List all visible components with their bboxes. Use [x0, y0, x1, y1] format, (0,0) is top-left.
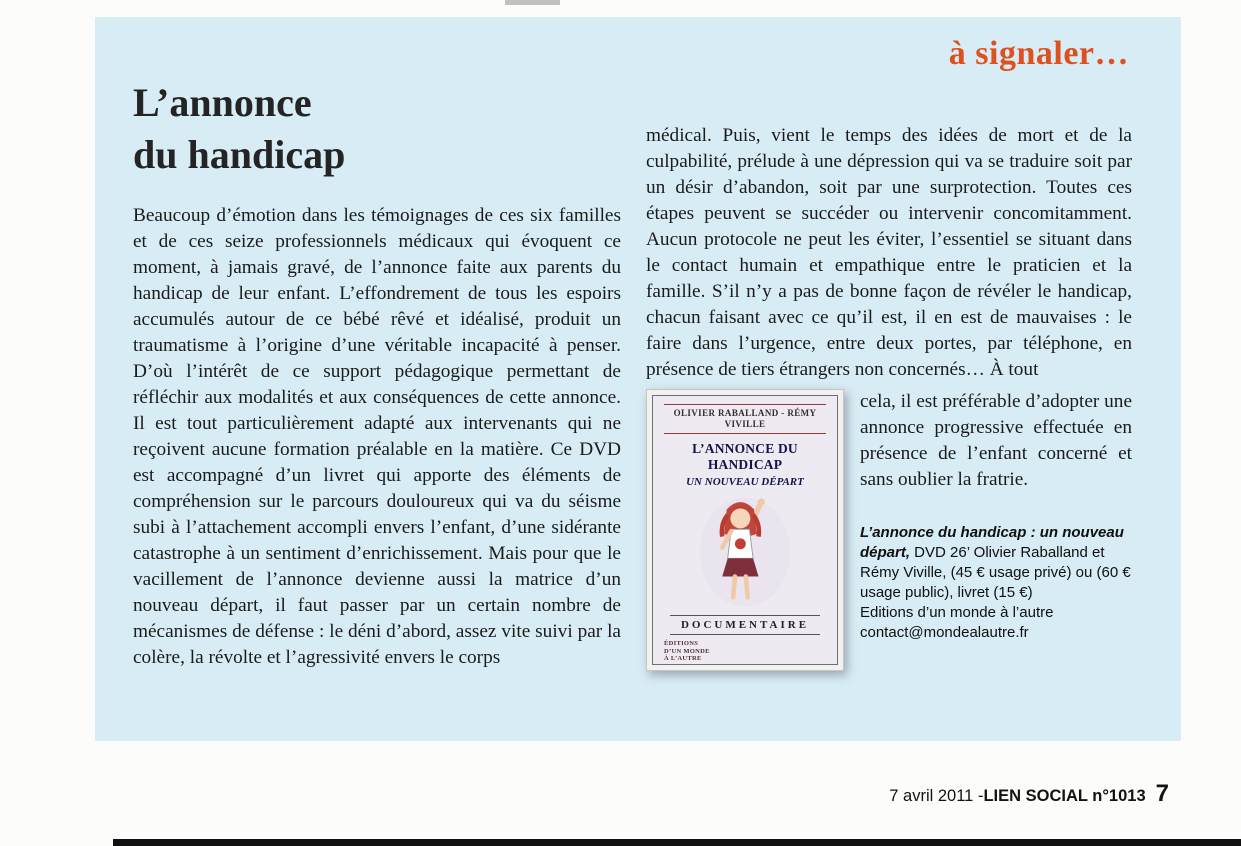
media-row	[646, 389, 1132, 671]
caption-body: DVD 26’ Olivier Raballand et Rémy Viville, (45 € usage privé) ou (60 € usage public), livret (15 €)	[860, 544, 1131, 601]
page-footer	[889, 780, 1169, 808]
scan-artifact-bottom	[113, 839, 1241, 846]
dvd-cover-inner	[652, 395, 838, 665]
caption-contact-email: contact@mondealautre.fr	[860, 624, 1029, 641]
girl-illustration	[695, 493, 795, 611]
dvd-cover	[646, 389, 844, 671]
dvd-genre: DOCUMENTAIRE	[680, 619, 810, 631]
dvd-title: L’ANNONCE DU HANDICAP	[692, 441, 798, 472]
caption-paragraph	[860, 523, 1132, 603]
left-column	[133, 203, 621, 671]
dvd-authors: OLIVIER RABALLAND - RÉMY VIVILLE	[673, 408, 817, 429]
dvd-caption	[860, 523, 1132, 643]
article-title-line2: du handicap	[133, 132, 346, 177]
article-panel	[95, 17, 1181, 741]
footer-issue: LIEN SOCIAL n°1013	[983, 787, 1146, 805]
caption-publisher: Editions d’un monde à l’autre	[860, 604, 1054, 621]
divider	[664, 433, 826, 434]
dvd-publisher-line1: ÉDITIONS	[664, 640, 699, 647]
divider	[670, 634, 820, 635]
dvd-cover-illustration	[660, 493, 830, 611]
right-column	[646, 123, 1132, 671]
footer-page-number: 7	[1155, 780, 1169, 807]
article-title-line1: L’annonce	[133, 80, 312, 125]
scan-artifact-top	[505, 0, 560, 5]
article-title	[133, 77, 345, 181]
dvd-publisher-logo	[660, 640, 830, 663]
dvd-subtitle: UN NOUVEAU DÉPART	[686, 476, 804, 488]
right-column-paragraph-2: cela, il est préférable d’adopter une annonce progressive effectuée en présence de l’enfant concerné et sans oublier la fratrie.	[860, 391, 1132, 490]
dvd-publisher-line2: D’UN MONDE	[664, 647, 710, 655]
section-header: à signaler…	[948, 35, 1129, 72]
right-column-paragraph-1: médical. Puis, vient le temps des idées de mort et de la culpabilité, prélude à une dépression qui va se traduire soit par un désir d’abandon, soit par une surprotection. Toutes ces étapes peuvent se succéder ou intervenir concomitamment. Aucun protocole ne peut les éviter, l’essentiel se situant dans le contact humain et empathique entre le praticien et la famille. S’il n’y a pas de bonne façon de révéler le handicap, chacun faisant avec ce qu’il est, il en est de mauvaises : le faire dans l’urgence, entre deux portes, par téléphone, en présence de tiers étrangers non concernés… À tout	[646, 125, 1132, 380]
footer-date: 7 avril 2011 -	[889, 787, 984, 805]
dvd-publisher-line3: À L’AUTRE	[664, 655, 702, 662]
caption-lead: L’annonce du handicap : un nouveau départ,	[860, 524, 1124, 561]
left-column-paragraph: Beaucoup d’émotion dans les témoignages de ces six familles et de ces seize professionnels médicaux qui évoquent ce moment, à jamais gravé, de l’annonce faite aux parents du handicap de leur enfant. L’effondrement de tous les espoirs accumulés autour de ce bébé rêvé et idéalisé, produit un traumatisme à l’origine d’une véritable incapacité à penser. D’où l’intérêt de ce support pédagogique permettant de réfléchir aux modalités et aux conséquences de cette annonce. Il est tout particulièrement adapté aux intervenants qui ne reçoivent aucune formation préalable en la matière. Ce DVD est accompagné d’un livret qui apporte des éléments de compréhension sur le parcours douloureux qui va du séisme subi à l’attachement accompli envers l’enfant, d’une sidérante catastrophe à un sentiment d’enrichissement. Mais pour que le vacillement de l’annonce devienne aussi la matrice d’un nouveau départ, il faut passer par un certain nombre de mécanismes de défense : le déni d’abord, assez vite suivi par la colère, la révolte et l’agressivité envers le corps	[133, 205, 621, 668]
media-text-block	[860, 389, 1132, 671]
